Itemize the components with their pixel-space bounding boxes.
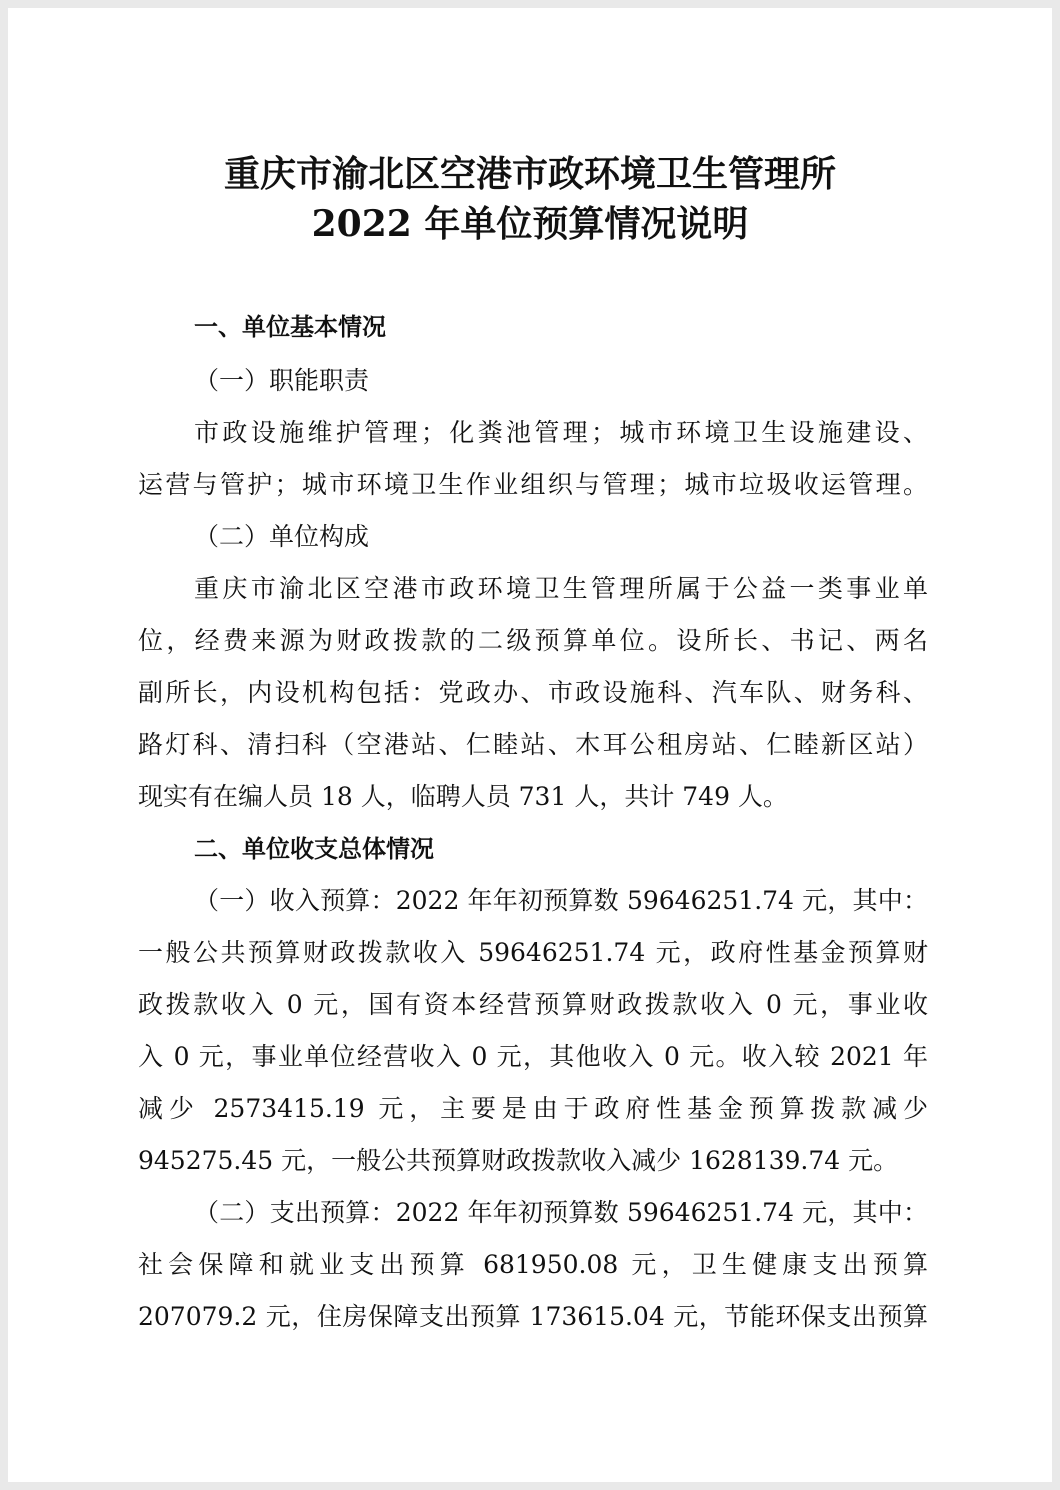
paragraph-line: 路灯科、清扫科（空港站、仁睦站、木耳公租房站、仁睦新区站） bbox=[138, 730, 928, 759]
paragraph-line: 945275.45 元，一般公共预算财政拨款收入减少 1628139.74 元。 bbox=[138, 1146, 899, 1175]
section-heading-1: 一、单位基本情况 bbox=[194, 313, 386, 341]
paragraph-line: 政拨款收入 0 元，国有资本经营预算财政拨款收入 0 元，事业收 bbox=[138, 990, 928, 1019]
paragraph-line: （二）支出预算：2022 年年初预算数 59646251.74 元，其中： bbox=[194, 1198, 928, 1227]
paragraph-line: 位，经费来源为财政拨款的二级预算单位。设所长、书记、两名 bbox=[138, 626, 928, 655]
subsection-heading: （一）职能职责 bbox=[194, 366, 370, 395]
paragraph-line: （一）收入预算：2022 年年初预算数 59646251.74 元，其中： bbox=[194, 886, 928, 915]
subsection-heading: （二）单位构成 bbox=[194, 522, 370, 551]
paragraph-line: 入 0 元，事业单位经营收入 0 元，其他收入 0 元。收入较 2021 年 bbox=[138, 1042, 928, 1071]
section-heading-2: 二、单位收支总体情况 bbox=[194, 835, 434, 863]
paragraph-line: 重庆市渝北区空港市政环境卫生管理所属于公益一类事业单 bbox=[194, 574, 928, 603]
paragraph-line: 副所长，内设机构包括：党政办、市政设施科、汽车队、财务科、 bbox=[138, 678, 928, 707]
document-title-line-2: 2022 年单位预算情况说明 bbox=[311, 203, 749, 245]
paragraph-line: 现实有在编人员 18 人，临聘人员 731 人，共计 749 人。 bbox=[138, 782, 788, 811]
paragraph-line: 一般公共预算财政拨款收入 59646251.74 元，政府性基金预算财 bbox=[138, 938, 928, 967]
document-page bbox=[8, 8, 1052, 1482]
paragraph-line: 运营与管护；城市环境卫生作业组织与管理；城市垃圾收运管理。 bbox=[138, 470, 928, 499]
paragraph-line: 减少 2573415.19 元，主要是由于政府性基金预算拨款减少 bbox=[138, 1094, 928, 1123]
paragraph-line: 207079.2 元，住房保障支出预算 173615.04 元，节能环保支出预算 bbox=[138, 1302, 928, 1331]
paragraph-line: 社会保障和就业支出预算 681950.08 元，卫生健康支出预算 bbox=[138, 1250, 928, 1279]
paragraph-line: 市政设施维护管理；化粪池管理；城市环境卫生设施建设、 bbox=[194, 418, 928, 447]
document-title-line-1: 重庆市渝北区空港市政环境卫生管理所 bbox=[223, 153, 836, 195]
